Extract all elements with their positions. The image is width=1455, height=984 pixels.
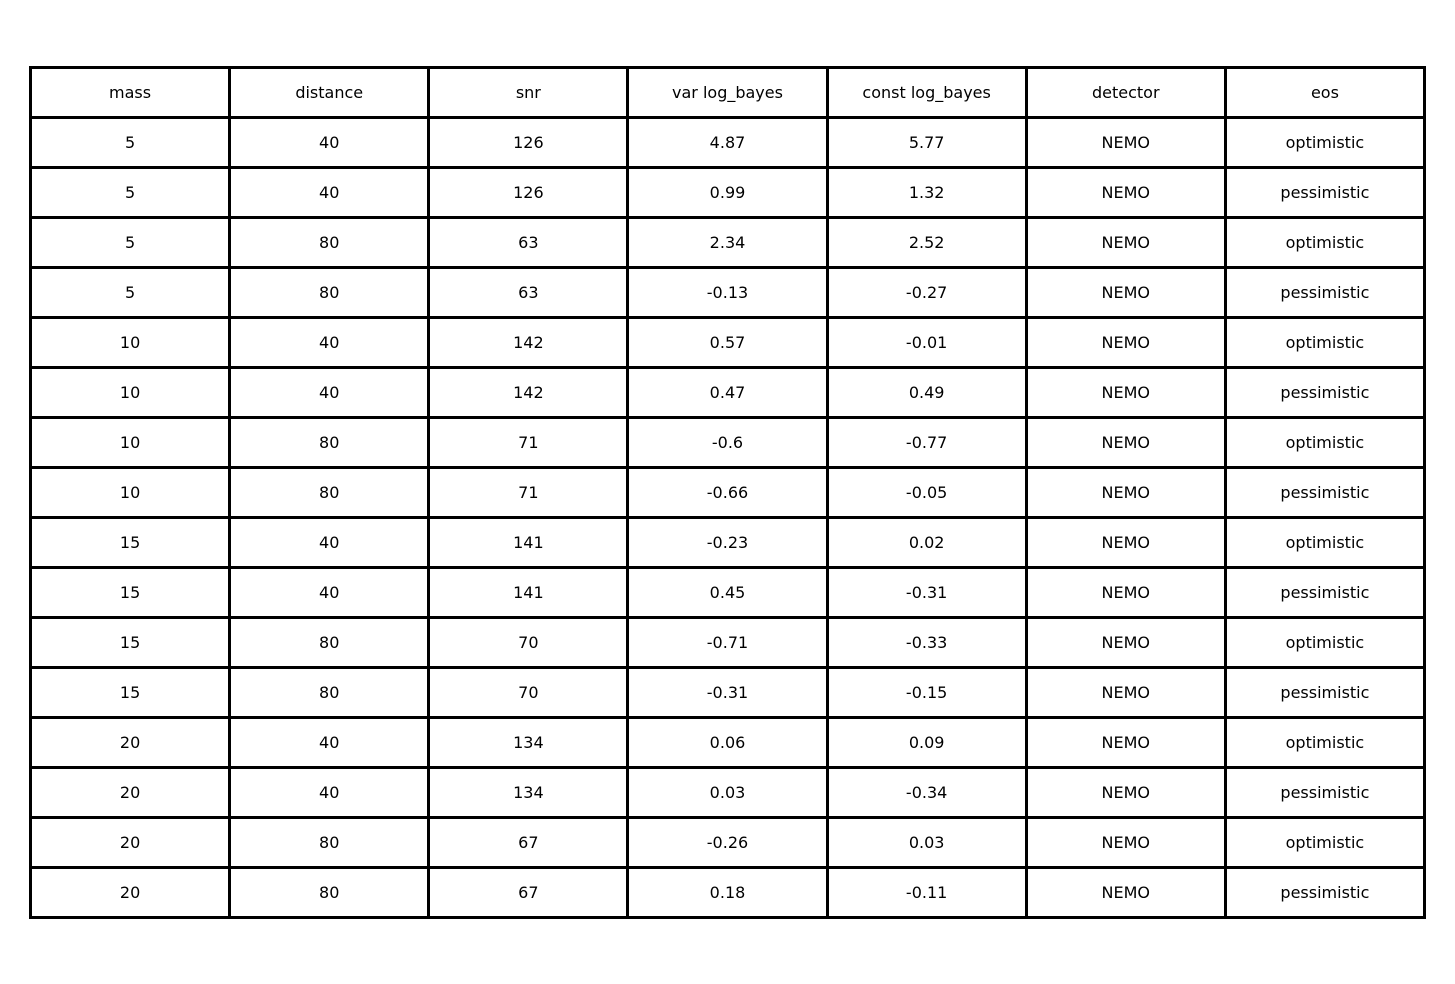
table-cell-distance: 40 (230, 768, 429, 818)
table-cell-snr: 142 (429, 368, 628, 418)
table-cell-mass: 10 (31, 418, 230, 468)
table-cell-detector: NEMO (1026, 318, 1225, 368)
column-header-distance: distance (230, 68, 429, 118)
table-cell-detector: NEMO (1026, 368, 1225, 418)
table-cell-eos: optimistic (1225, 218, 1424, 268)
table-row (31, 618, 1425, 668)
table-cell-eos: optimistic (1225, 618, 1424, 668)
table-cell-distance: 40 (230, 518, 429, 568)
table-cell-eos: optimistic (1225, 518, 1424, 568)
table-row (31, 718, 1425, 768)
results-table-container (29, 66, 1426, 917)
table-cell-mass: 10 (31, 468, 230, 518)
table-cell-detector: NEMO (1026, 118, 1225, 168)
table-cell-distance: 40 (230, 168, 429, 218)
table-cell-const-log-bayes: -0.27 (827, 268, 1026, 318)
table-cell-distance: 80 (230, 418, 429, 468)
table-cell-const-log-bayes: 0.49 (827, 368, 1026, 418)
table-cell-const-log-bayes: -0.33 (827, 618, 1026, 668)
table-cell-detector: NEMO (1026, 868, 1225, 918)
table-cell-detector: NEMO (1026, 468, 1225, 518)
table-cell-var-log-bayes: -0.66 (628, 468, 827, 518)
table-cell-snr: 67 (429, 868, 628, 918)
table-cell-const-log-bayes: 0.09 (827, 718, 1026, 768)
table-cell-eos: pessimistic (1225, 268, 1424, 318)
table-cell-detector: NEMO (1026, 218, 1225, 268)
table-cell-eos: pessimistic (1225, 668, 1424, 718)
table-row (31, 668, 1425, 718)
table-cell-snr: 141 (429, 518, 628, 568)
column-header-var-log-bayes: var log_bayes (628, 68, 827, 118)
table-cell-detector: NEMO (1026, 718, 1225, 768)
table-cell-const-log-bayes: -0.34 (827, 768, 1026, 818)
table-cell-distance: 80 (230, 268, 429, 318)
table-cell-const-log-bayes: -0.05 (827, 468, 1026, 518)
table-cell-mass: 10 (31, 368, 230, 418)
table-cell-const-log-bayes: 5.77 (827, 118, 1026, 168)
table-row (31, 118, 1425, 168)
table-cell-distance: 40 (230, 368, 429, 418)
table-cell-const-log-bayes: 0.03 (827, 818, 1026, 868)
table-cell-const-log-bayes: -0.77 (827, 418, 1026, 468)
table-row (31, 368, 1425, 418)
table-cell-var-log-bayes: -0.6 (628, 418, 827, 468)
table-cell-distance: 80 (230, 668, 429, 718)
table-cell-mass: 5 (31, 168, 230, 218)
table-cell-distance: 80 (230, 818, 429, 868)
table-cell-var-log-bayes: 0.03 (628, 768, 827, 818)
table-cell-distance: 80 (230, 468, 429, 518)
table-cell-detector: NEMO (1026, 268, 1225, 318)
table-cell-const-log-bayes: -0.01 (827, 318, 1026, 368)
table-cell-snr: 70 (429, 618, 628, 668)
table-row (31, 568, 1425, 618)
table-cell-var-log-bayes: 0.99 (628, 168, 827, 218)
table-row (31, 518, 1425, 568)
table-cell-const-log-bayes: 2.52 (827, 218, 1026, 268)
table-cell-snr: 67 (429, 818, 628, 868)
table-header-row (31, 68, 1425, 118)
column-header-eos: eos (1225, 68, 1424, 118)
table-cell-distance: 80 (230, 868, 429, 918)
table-cell-eos: optimistic (1225, 718, 1424, 768)
table-cell-mass: 20 (31, 768, 230, 818)
results-table (29, 66, 1426, 919)
table-cell-snr: 63 (429, 268, 628, 318)
table-cell-var-log-bayes: 0.57 (628, 318, 827, 368)
table-cell-detector: NEMO (1026, 618, 1225, 668)
table-cell-var-log-bayes: 2.34 (628, 218, 827, 268)
table-cell-detector: NEMO (1026, 168, 1225, 218)
table-cell-snr: 70 (429, 668, 628, 718)
table-cell-detector: NEMO (1026, 818, 1225, 868)
table-cell-const-log-bayes: -0.11 (827, 868, 1026, 918)
table-cell-eos: optimistic (1225, 318, 1424, 368)
table-row (31, 468, 1425, 518)
table-cell-distance: 80 (230, 618, 429, 668)
table-row (31, 168, 1425, 218)
table-cell-eos: pessimistic (1225, 368, 1424, 418)
table-cell-detector: NEMO (1026, 518, 1225, 568)
table-cell-eos: optimistic (1225, 818, 1424, 868)
table-cell-distance: 40 (230, 318, 429, 368)
table-cell-detector: NEMO (1026, 668, 1225, 718)
table-cell-eos: pessimistic (1225, 568, 1424, 618)
table-cell-snr: 126 (429, 118, 628, 168)
table-cell-eos: optimistic (1225, 118, 1424, 168)
table-cell-var-log-bayes: -0.26 (628, 818, 827, 868)
table-cell-mass: 15 (31, 568, 230, 618)
table-row (31, 868, 1425, 918)
table-row (31, 818, 1425, 868)
table-cell-const-log-bayes: -0.15 (827, 668, 1026, 718)
table-cell-detector: NEMO (1026, 568, 1225, 618)
table-cell-eos: optimistic (1225, 418, 1424, 468)
table-cell-var-log-bayes: -0.31 (628, 668, 827, 718)
table-cell-mass: 20 (31, 718, 230, 768)
table-cell-snr: 71 (429, 418, 628, 468)
table-cell-var-log-bayes: -0.23 (628, 518, 827, 568)
table-cell-var-log-bayes: 0.45 (628, 568, 827, 618)
table-cell-snr: 134 (429, 768, 628, 818)
table-cell-distance: 80 (230, 218, 429, 268)
table-cell-snr: 142 (429, 318, 628, 368)
table-cell-distance: 40 (230, 568, 429, 618)
table-cell-snr: 63 (429, 218, 628, 268)
table-cell-snr: 134 (429, 718, 628, 768)
table-cell-var-log-bayes: 0.47 (628, 368, 827, 418)
column-header-const-log-bayes: const log_bayes (827, 68, 1026, 118)
column-header-detector: detector (1026, 68, 1225, 118)
table-cell-const-log-bayes: 0.02 (827, 518, 1026, 568)
table-cell-const-log-bayes: -0.31 (827, 568, 1026, 618)
table-cell-var-log-bayes: 0.18 (628, 868, 827, 918)
table-cell-distance: 40 (230, 118, 429, 168)
table-row (31, 218, 1425, 268)
table-cell-mass: 15 (31, 668, 230, 718)
table-cell-eos: pessimistic (1225, 868, 1424, 918)
table-cell-mass: 15 (31, 518, 230, 568)
table-row (31, 318, 1425, 368)
table-cell-snr: 126 (429, 168, 628, 218)
table-cell-var-log-bayes: -0.13 (628, 268, 827, 318)
table-cell-eos: pessimistic (1225, 468, 1424, 518)
table-cell-mass: 20 (31, 818, 230, 868)
table-body (31, 118, 1425, 918)
table-row (31, 418, 1425, 468)
table-cell-eos: pessimistic (1225, 168, 1424, 218)
table-cell-distance: 40 (230, 718, 429, 768)
column-header-snr: snr (429, 68, 628, 118)
table-cell-var-log-bayes: -0.71 (628, 618, 827, 668)
table-cell-var-log-bayes: 4.87 (628, 118, 827, 168)
table-row (31, 768, 1425, 818)
table-cell-snr: 71 (429, 468, 628, 518)
table-cell-eos: pessimistic (1225, 768, 1424, 818)
table-cell-const-log-bayes: 1.32 (827, 168, 1026, 218)
table-cell-detector: NEMO (1026, 418, 1225, 468)
table-cell-mass: 5 (31, 218, 230, 268)
table-row (31, 268, 1425, 318)
table-cell-mass: 5 (31, 118, 230, 168)
table-cell-snr: 141 (429, 568, 628, 618)
table-cell-detector: NEMO (1026, 768, 1225, 818)
table-cell-mass: 15 (31, 618, 230, 668)
column-header-mass: mass (31, 68, 230, 118)
table-cell-var-log-bayes: 0.06 (628, 718, 827, 768)
table-cell-mass: 5 (31, 268, 230, 318)
table-cell-mass: 10 (31, 318, 230, 368)
table-cell-mass: 20 (31, 868, 230, 918)
